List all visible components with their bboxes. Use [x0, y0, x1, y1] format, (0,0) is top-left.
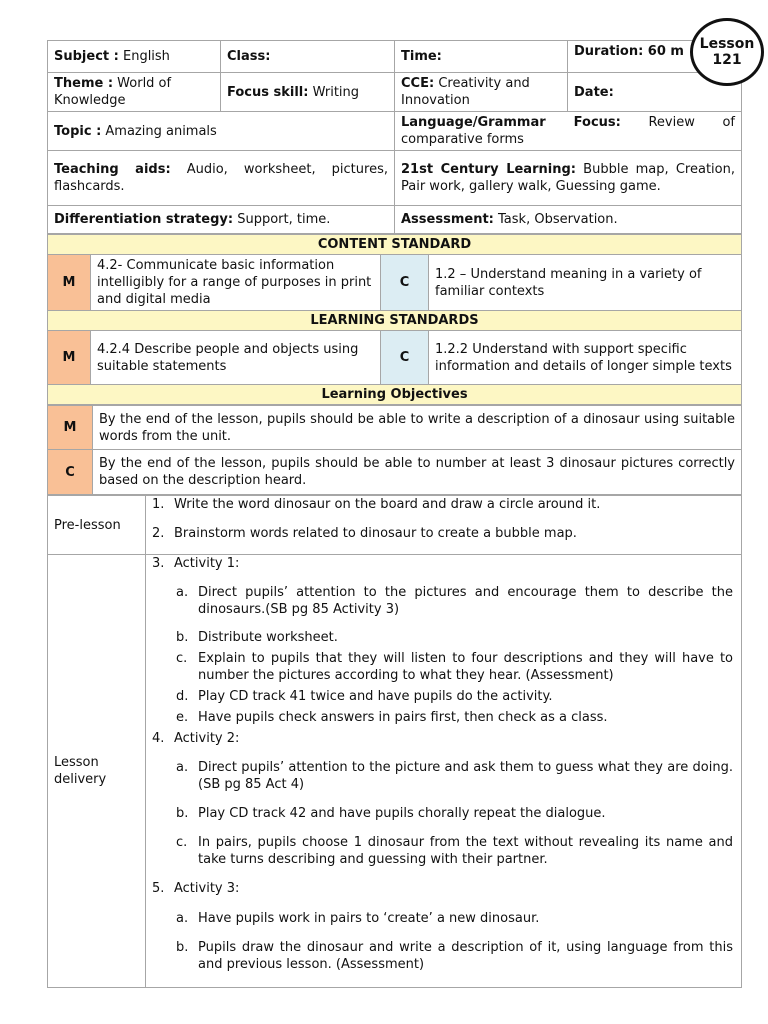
activity-3-item	[150, 939, 733, 973]
item-text: Pupils draw the dinosaur and write a description of it, using language from this and previous lesson. (Assessment)	[198, 940, 733, 972]
objective-c-text: By the end of the lesson, pupils should be able to number at least 3 dinosaur pictures correctly based on the description heard.	[93, 450, 742, 495]
content-standard-m-text: 4.2- Communicate basic information intelligibly for a range of purposes in print and digital media	[91, 255, 381, 311]
language-focus-cell	[395, 112, 742, 151]
assessment-value: Task, Observation.	[498, 212, 618, 227]
content-standard-heading: CONTENT STANDARD	[48, 235, 742, 255]
item-text: In pairs, pupils choose 1 dinosaur from the text without revealing its name and take turns describing and guessing with their partner.	[198, 835, 733, 867]
item-text: Direct pupils’ attention to the pictures and encourage them to describe the dinosaurs.(SB pg 85 Activity 3)	[198, 585, 733, 617]
step-text: Brainstorm words related to dinosaur to create a bubble map.	[174, 526, 577, 541]
item-text: Have pupils work in pairs to ‘create’ a new dinosaur.	[198, 911, 540, 926]
step-number: 2.	[152, 526, 165, 541]
activity-1-heading	[150, 555, 733, 572]
subject-label: Subject :	[54, 49, 119, 64]
topic-label: Topic :	[54, 123, 102, 139]
objective-c-tag: C	[48, 450, 93, 495]
cce-value: Creativity and Innovation	[401, 76, 530, 108]
lesson-delivery-steps	[146, 555, 742, 988]
activity-2-item	[150, 834, 733, 868]
activity-2-item	[150, 759, 733, 793]
objective-m-text: By the end of the lesson, pupils should be able to write a description of a dinosaur using suitable words from the unit.	[93, 406, 742, 450]
lesson-steps-table	[47, 495, 742, 988]
language-focus-value: Review of comparative forms	[401, 115, 735, 147]
activity-1-item	[150, 629, 733, 646]
topic-cell	[48, 112, 395, 151]
item-letter: a.	[176, 585, 189, 600]
item-text: Play CD track 41 twice and have pupils do the activity.	[198, 689, 553, 704]
item-letter: c.	[176, 651, 188, 666]
activity-1-item	[150, 688, 733, 705]
activity-1-item	[150, 709, 733, 726]
pre-lesson-step	[150, 525, 733, 542]
teaching-aids-value: Audio, worksheet, pictures, flashcards.	[54, 162, 388, 194]
differentiation-cell	[48, 206, 395, 234]
focus-skill-cell	[221, 73, 395, 112]
item-text: Play CD track 42 and have pupils chorally repeat the dialogue.	[198, 806, 606, 821]
focus-skill-value: Writing	[312, 84, 360, 100]
learning-standards-heading: LEARNING STANDARDS	[48, 311, 742, 331]
teaching-aids-cell	[48, 151, 395, 206]
step-number: 1.	[152, 497, 165, 512]
learning-standard-c-tag: C	[381, 331, 429, 385]
item-letter: e.	[176, 710, 189, 725]
content-standard-c-tag: C	[381, 255, 429, 311]
learning-objectives-heading: Learning Objectives	[48, 385, 742, 405]
lesson-delivery-label: Lesson delivery	[48, 555, 146, 988]
activity-2-item	[150, 805, 733, 822]
item-letter: b.	[176, 630, 189, 645]
activity-1-item	[150, 584, 733, 618]
objective-m-tag: M	[48, 406, 93, 450]
item-text: Distribute worksheet.	[198, 630, 338, 645]
learning-standard-c-text: 1.2.2 Understand with support specific information and details of longer simple texts	[429, 331, 742, 385]
language-focus-label: Language/Grammar Focus:	[401, 115, 621, 130]
item-letter: c.	[176, 835, 188, 850]
class-cell	[221, 41, 395, 73]
activity-2-heading	[150, 730, 733, 747]
time-cell	[395, 41, 568, 73]
duration-label: Duration: 60 m	[574, 44, 684, 59]
century-learning-cell	[395, 151, 742, 206]
lesson-plan	[47, 40, 741, 988]
content-standard-m-tag: M	[48, 255, 91, 311]
pre-lesson-steps	[146, 496, 742, 555]
assessment-cell	[395, 206, 742, 234]
objectives-table	[47, 405, 742, 495]
standards-table	[47, 234, 742, 405]
activity-3-heading	[150, 880, 733, 897]
step-number: 5.	[152, 881, 165, 896]
step-text: Write the word dinosaur on the board and draw a circle around it.	[174, 497, 601, 512]
activity-title: Activity 3:	[174, 881, 240, 896]
item-letter: b.	[176, 806, 189, 821]
item-text: Explain to pupils that they will listen to four descriptions and they will have to number the pictures according to what they hear. (Assessment)	[198, 651, 733, 683]
content-standard-c-text: 1.2 – Understand meaning in a variety of familiar contexts	[429, 255, 742, 311]
theme-value: World of Knowledge	[54, 76, 172, 108]
pre-lesson-label: Pre-lesson	[48, 496, 146, 555]
step-number: 3.	[152, 556, 165, 571]
cce-label: CCE:	[401, 76, 435, 91]
header-table	[47, 40, 742, 234]
lesson-number-badge: Lesson 121	[690, 18, 764, 86]
item-letter: a.	[176, 760, 189, 775]
activity-title: Activity 1:	[174, 556, 240, 571]
subject-value: English	[122, 49, 170, 64]
century-learning-label: 21st Century Learning:	[401, 162, 576, 177]
subject-cell	[48, 41, 221, 73]
learning-standard-m-tag: M	[48, 331, 91, 385]
time-label: Time:	[401, 49, 442, 64]
teaching-aids-label: Teaching aids:	[54, 162, 171, 177]
topic-value: Amazing animals	[105, 123, 217, 139]
learning-standard-m-text: 4.2.4 Describe people and objects using suitable statements	[91, 331, 381, 385]
century-learning-value: Bubble map, Creation, Pair work, gallery walk, Guessing game.	[401, 162, 735, 194]
theme-cell	[48, 73, 221, 112]
activity-1-item	[150, 650, 733, 684]
differentiation-value: Support, time.	[237, 212, 331, 227]
item-letter: a.	[176, 911, 189, 926]
activity-title: Activity 2:	[174, 731, 240, 746]
item-letter: d.	[176, 689, 189, 704]
assessment-label: Assessment:	[401, 212, 494, 227]
class-label: Class:	[227, 49, 271, 64]
item-letter: b.	[176, 940, 189, 955]
activity-3-item	[150, 910, 733, 927]
item-text: Have pupils check answers in pairs first, then check as a class.	[198, 710, 608, 725]
cce-cell	[395, 73, 568, 112]
pre-lesson-step	[150, 496, 733, 513]
date-label: Date:	[574, 84, 614, 100]
differentiation-label: Differentiation strategy:	[54, 212, 234, 227]
step-number: 4.	[152, 731, 165, 746]
theme-label: Theme :	[54, 76, 114, 91]
item-text: Direct pupils’ attention to the picture and ask them to guess what they are doing. (SB pg 85 Act 4)	[198, 760, 733, 792]
focus-skill-label: Focus skill:	[227, 84, 309, 100]
